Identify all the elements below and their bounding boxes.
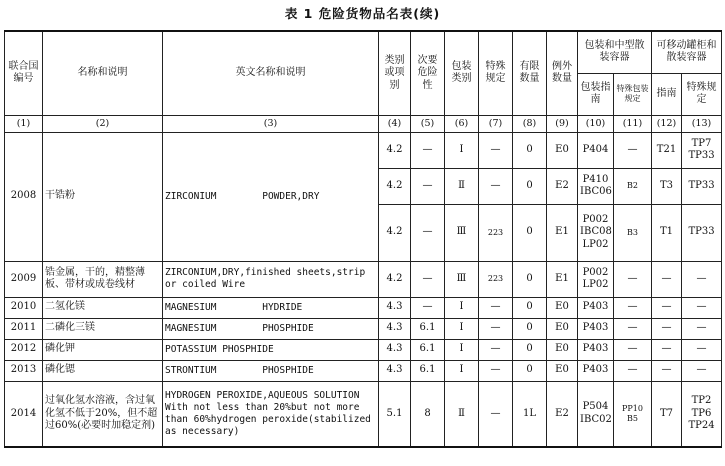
cell-name-en: ZIRCONIUM POWDER,DRY	[163, 132, 379, 261]
cell-special-provisions: —	[479, 360, 513, 381]
cell-tank-instruction: —	[652, 261, 682, 297]
dangerous-goods-table	[4, 30, 722, 448]
column-number: (11)	[614, 115, 652, 132]
cell-limited-qty: 0	[513, 261, 547, 297]
cell-name-cn: 过氧化氢水溶液，含过氧化氢不低于20%，但不超过60%(必要时加稳定剂)	[43, 381, 163, 447]
cell-sub-risk: —	[411, 204, 445, 261]
table-row	[5, 318, 722, 339]
cell-tank-special: TP7 TP33	[682, 132, 722, 168]
cell-tank-special: —	[682, 339, 722, 360]
header-tank-instructions: 指南	[652, 73, 682, 115]
cell-excepted-qty: E0	[547, 360, 578, 381]
column-number: (2)	[43, 115, 163, 132]
cell-limited-qty: 0	[513, 132, 547, 168]
cell-tank-instruction: T1	[652, 204, 682, 261]
header-packing-group: 包装类别	[445, 31, 479, 115]
cell-class: 4.3	[379, 360, 411, 381]
cell-packing-instruction: P002 IBC08 LP02	[578, 204, 614, 261]
cell-excepted-qty: E2	[547, 168, 578, 204]
cell-sub-risk: 6.1	[411, 360, 445, 381]
cell-tank-instruction: —	[652, 339, 682, 360]
cell-tank-special: TP33	[682, 204, 722, 261]
cell-un-no: 2010	[5, 297, 43, 318]
cell-name-en: MAGNESIUM HYDRIDE	[163, 297, 379, 318]
cell-limited-qty: 0	[513, 360, 547, 381]
cell-packing-instruction: P002 LP02	[578, 261, 614, 297]
cell-name-cn: 二磷化三镁	[43, 318, 163, 339]
cell-class: 4.2	[379, 168, 411, 204]
table-header	[5, 31, 722, 132]
cell-excepted-qty: E2	[547, 381, 578, 447]
cell-class: 5.1	[379, 381, 411, 447]
cell-special-packing: B2	[614, 168, 652, 204]
cell-name-en: ZIRCONIUM,DRY,finished sheets,strip or coiled Wire	[163, 261, 379, 297]
cell-excepted-qty: E1	[547, 261, 578, 297]
header-special-provisions: 特殊规定	[479, 31, 513, 115]
cell-excepted-qty: E0	[547, 132, 578, 168]
cell-un-no: 2011	[5, 318, 43, 339]
cell-special-provisions: —	[479, 318, 513, 339]
column-number: (10)	[578, 115, 614, 132]
cell-sub-risk: —	[411, 261, 445, 297]
header-sub-risk: 次要危险性	[411, 31, 445, 115]
column-number: (6)	[445, 115, 479, 132]
cell-limited-qty: 0	[513, 297, 547, 318]
cell-class: 4.3	[379, 297, 411, 318]
cell-packing-instruction: P403	[578, 360, 614, 381]
cell-excepted-qty: E0	[547, 339, 578, 360]
cell-tank-instruction: —	[652, 297, 682, 318]
cell-special-provisions: 223	[479, 261, 513, 297]
cell-packing-group: Ⅰ	[445, 297, 479, 318]
cell-packing-instruction: P403	[578, 297, 614, 318]
header-special-packing: 特殊包装规定	[614, 73, 652, 115]
column-number: (4)	[379, 115, 411, 132]
header-name-cn: 名称和说明	[43, 31, 163, 115]
cell-tank-special: —	[682, 360, 722, 381]
cell-limited-qty: 0	[513, 204, 547, 261]
cell-name-en: MAGNESIUM PHOSPHIDE	[163, 318, 379, 339]
cell-special-packing: —	[614, 339, 652, 360]
cell-class: 4.3	[379, 318, 411, 339]
column-number: (7)	[479, 115, 513, 132]
cell-tank-instruction: —	[652, 318, 682, 339]
table-row	[5, 261, 722, 297]
cell-special-provisions: —	[479, 339, 513, 360]
cell-special-provisions: —	[479, 381, 513, 447]
cell-special-provisions: —	[479, 168, 513, 204]
cell-sub-risk: 8	[411, 381, 445, 447]
cell-special-provisions: 223	[479, 204, 513, 261]
cell-special-packing: —	[614, 360, 652, 381]
cell-packing-instruction: P404	[578, 132, 614, 168]
cell-tank-special: —	[682, 261, 722, 297]
cell-special-packing: PP10 B5	[614, 381, 652, 447]
cell-packing-instruction: P403	[578, 339, 614, 360]
cell-name-en: STRONTIUM PHOSPHIDE	[163, 360, 379, 381]
cell-name-cn: 干锆粉	[43, 132, 163, 261]
cell-excepted-qty: E0	[547, 318, 578, 339]
cell-packing-group: Ⅰ	[445, 360, 479, 381]
header-packaging-instructions: 包装指南	[578, 73, 614, 115]
cell-special-packing: —	[614, 261, 652, 297]
header-excepted-qty: 例外数量	[547, 31, 578, 115]
cell-special-packing: —	[614, 132, 652, 168]
cell-limited-qty: 0	[513, 318, 547, 339]
table-row	[5, 360, 722, 381]
cell-name-cn: 磷化锶	[43, 360, 163, 381]
cell-name-en: POTASSIUM PHOSPHIDE	[163, 339, 379, 360]
cell-limited-qty: 0	[513, 339, 547, 360]
column-number: (1)	[5, 115, 43, 132]
header-class: 类别或项别	[379, 31, 411, 115]
cell-packing-group: Ⅰ	[445, 339, 479, 360]
cell-class: 4.3	[379, 339, 411, 360]
cell-name-cn: 磷化钾	[43, 339, 163, 360]
cell-packing-instruction: P410 IBC06	[578, 168, 614, 204]
cell-tank-special: —	[682, 318, 722, 339]
cell-limited-qty: 0	[513, 168, 547, 204]
cell-packing-group: Ⅲ	[445, 204, 479, 261]
cell-special-packing: —	[614, 297, 652, 318]
cell-packing-group: Ⅲ	[445, 261, 479, 297]
column-number: (13)	[682, 115, 722, 132]
header-un-no: 联合国编号	[5, 31, 43, 115]
cell-tank-special: TP2 TP6 TP24	[682, 381, 722, 447]
cell-sub-risk: 6.1	[411, 318, 445, 339]
header-tank-special: 特殊规定	[682, 73, 722, 115]
column-number: (8)	[513, 115, 547, 132]
cell-packing-instruction: P504 IBC02	[578, 381, 614, 447]
cell-un-no: 2014	[5, 381, 43, 447]
cell-limited-qty: 1L	[513, 381, 547, 447]
cell-tank-instruction: T21	[652, 132, 682, 168]
table-row	[5, 132, 722, 168]
cell-un-no: 2012	[5, 339, 43, 360]
cell-tank-instruction: T7	[652, 381, 682, 447]
cell-packing-group: Ⅱ	[445, 381, 479, 447]
cell-un-no: 2009	[5, 261, 43, 297]
cell-special-packing: B3	[614, 204, 652, 261]
cell-excepted-qty: E0	[547, 297, 578, 318]
cell-sub-risk: —	[411, 168, 445, 204]
cell-name-en: HYDROGEN PEROXIDE,AQUEOUS SOLUTION With not less than 20%but not more than 60%hydrogen peroxide(stabilized as necessary)	[163, 381, 379, 447]
header-portable-tanks: 可移动罐柜和散装容器	[652, 31, 722, 73]
table-row	[5, 339, 722, 360]
cell-sub-risk: —	[411, 132, 445, 168]
column-number: (3)	[163, 115, 379, 132]
cell-tank-instruction: T3	[652, 168, 682, 204]
cell-un-no: 2008	[5, 132, 43, 261]
cell-sub-risk: 6.1	[411, 339, 445, 360]
cell-class: 4.2	[379, 132, 411, 168]
column-number: (12)	[652, 115, 682, 132]
header-limited-qty: 有限数量	[513, 31, 547, 115]
column-number: (5)	[411, 115, 445, 132]
table-row	[5, 381, 722, 447]
table-row	[5, 297, 722, 318]
header-packaging-ibc: 包装和中型散装容器	[578, 31, 652, 73]
cell-un-no: 2013	[5, 360, 43, 381]
header-name-en: 英文名称和说明	[163, 31, 379, 115]
cell-tank-special: —	[682, 297, 722, 318]
cell-name-cn: 锆金属，干的，精整薄板、带材或成卷线材	[43, 261, 163, 297]
cell-packing-group: Ⅰ	[445, 318, 479, 339]
cell-name-cn: 二氢化镁	[43, 297, 163, 318]
cell-packing-group: Ⅰ	[445, 132, 479, 168]
cell-special-provisions: —	[479, 297, 513, 318]
cell-packing-group: Ⅱ	[445, 168, 479, 204]
cell-sub-risk: —	[411, 297, 445, 318]
cell-class: 4.2	[379, 204, 411, 261]
cell-excepted-qty: E1	[547, 204, 578, 261]
column-number: (9)	[547, 115, 578, 132]
cell-tank-instruction: —	[652, 360, 682, 381]
cell-special-packing: —	[614, 318, 652, 339]
cell-special-provisions: —	[479, 132, 513, 168]
table-caption: 表 1 危险货物品名表(续)	[284, 6, 441, 21]
cell-packing-instruction: P403	[578, 318, 614, 339]
cell-class: 4.2	[379, 261, 411, 297]
cell-tank-special: TP33	[682, 168, 722, 204]
